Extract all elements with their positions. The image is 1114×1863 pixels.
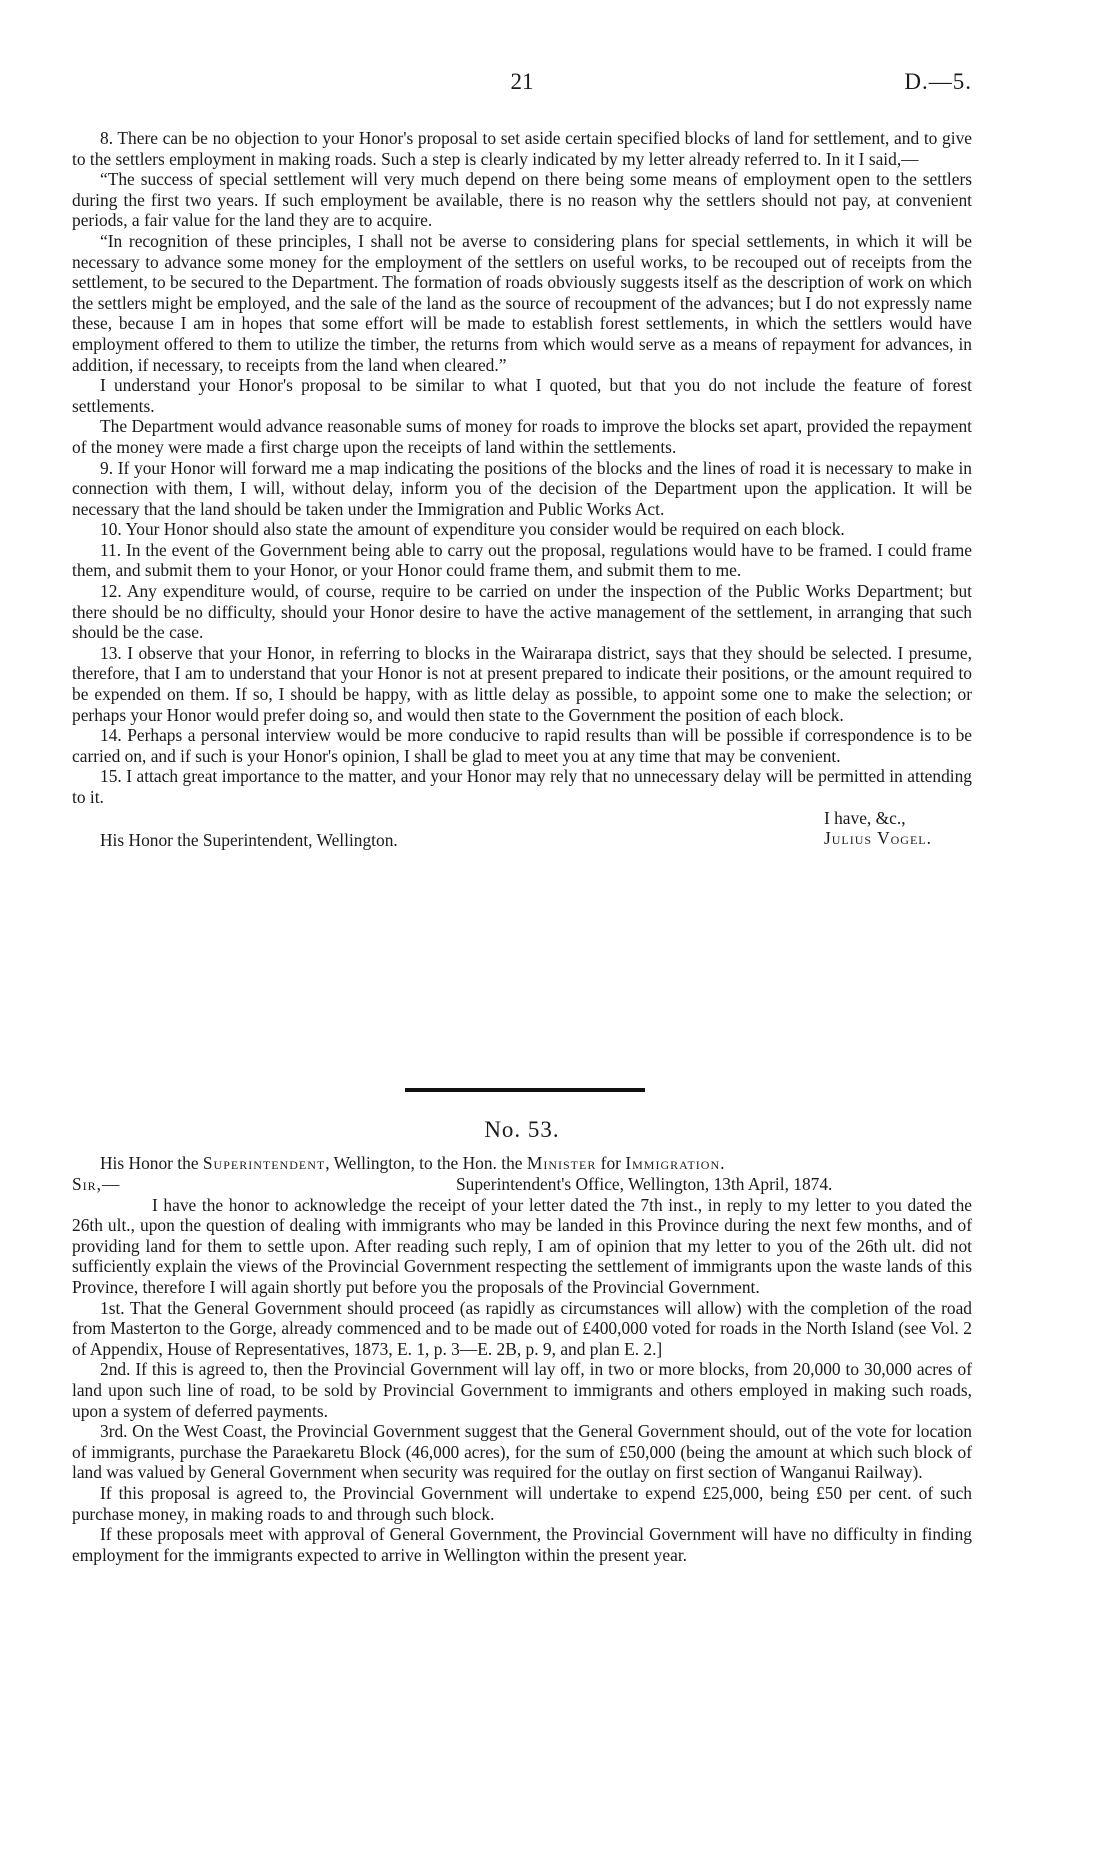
letter-body (72, 128, 972, 852)
salutation: Sir,— (72, 1173, 121, 1194)
paragraph: I understand your Honor's proposal to be similar to what I quoted, but that you do not include the feature of forest settlements. (72, 375, 972, 416)
letter-from-to: His Honor the Superintendent, Wellington, to the Hon. the Minister for Immigration. (100, 1153, 725, 1173)
paragraph: If these proposals meet with approval of General Government, the Provincial Government will have no difficulty in finding employment for the immigrants expected to arrive in Wellington within the present year. (72, 1524, 972, 1565)
paragraph: 3rd. On the West Coast, the Provincial Government suggest that the General Government should, out of the vote for location of immigrants, purchase the Paraekaretu Block (46,000 acres), for the sum of £50,000 (being the amount at which such block of land was valued by General Government when security was required for the outlay on first section of Wanganui Railway). (72, 1421, 972, 1483)
paragraph: 2nd. If this is agreed to, then the Provincial Government will lay off, in two or more blocks, from 20,000 to 30,000 acres of land upon such line of road, to be sold by Provincial Government to immigrants and others employed in making such roads, upon a system of deferred payments. (72, 1359, 972, 1421)
addressee: His Honor the Superintendent, Wellington. (100, 829, 398, 850)
page-header (72, 69, 972, 102)
place-date: Superintendent's Office, Wellington, 13th April, 1874. (456, 1173, 833, 1194)
signature-block (72, 808, 972, 852)
signatory-name: Julius Vogel. (823, 828, 932, 849)
signature (824, 808, 932, 849)
quoted-paragraph: “The success of special settlement will very much depend on there being some means of employment open to the settlers during the first two years. If such employment be available, there is no reason why the settlers should not pay, at convenient periods, a fair value for the land they are to acquire. (72, 169, 972, 231)
paragraph: 11. In the event of the Government being able to carry out the proposal, regulations would have to be framed. I could frame them, and submit them to your Honor, or your Honor could frame them, and submit them to me. (72, 539, 972, 581)
paragraph: 15. I attach great importance to the matter, and your Honor may rely that no unnecessary delay will be permitted in attending to it. (72, 766, 972, 807)
paragraph: The Department would advance reasonable sums of money for roads to improve the blocks set apart, provided the repayment of the money were made a first charge upon the receipts of land within the settlements. (72, 416, 972, 457)
paragraph: 9. If your Honor will forward me a map indicating the positions of the blocks and the lines of road it is necessary to make in connection with them, I will, without delay, inform you of the decision of the Department upon the application. It will be necessary that the land should be taken under the Immigration and Public Works Act. (72, 457, 972, 519)
paragraph: If this proposal is agreed to, the Provincial Government will undertake to expend £25,000, being £50 per cent. of such purchase money, in making roads to and through such block. (72, 1482, 972, 1524)
letter-number-heading: No. 53. (484, 1117, 560, 1142)
paragraph: 10. Your Honor should also state the amount of expenditure you consider would be required on each block. (100, 519, 845, 540)
paragraph: 14. Perhaps a personal interview would be more conducive to rapid results than will be possible if correspondence is to be carried on, and if such is your Honor's opinion, I shall be glad to meet you at any time that may be convenient. (72, 725, 972, 766)
salutation-row (72, 1174, 972, 1195)
document-reference: D.—5. (904, 69, 972, 94)
paragraph: 13. I observe that your Honor, in referring to blocks in the Wairarapa district, says that they should be selected. I presume, therefore, that I am to understand that your Honor is not at present prepared to indicate their positions, or the amount required to be expended on them. If so, I should be happy, with as little delay as possible, to appoint some one to make the selection; or perhaps your Honor would prefer doing so, and would then state to the Government the position of each block. (72, 642, 972, 725)
paragraph: 1st. That the General Government should proceed (as rapidly as circumstances will allow) with the completion of the road from Masterton to the Gorge, already commenced and to be made out of £400,000 voted for roads in the North Island (see Vol. 2 of Appendix, House of Representatives, 1873, E. 1, p. 3—E. 2B, p. 9, and plan E. 2.] (72, 1297, 972, 1359)
paragraph: 8. There can be no objection to your Honor's proposal to set aside certain specified blocks of land for settlement, and to give to the settlers employment in making roads. Such a step is clearly indicated by my letter already referred to. In it I said,— (72, 128, 972, 169)
page-number: 21 (510, 69, 534, 94)
letter-53-body (72, 1153, 972, 1565)
paragraph: I have the honor to acknowledge the receipt of your letter dated the 7th inst., in reply to my letter to you dated the 26th ult., upon the question of dealing with immigrants who may be landed in this Province during the next few months, and of providing land for them to settle upon. After reading such reply, I am of opinion that my letter to you of the 26th ult. did not sufficiently explain the views of the Provincial Government respecting the settlement of immigrants upon the waste lands of this Province, therefore I will again shortly put before you the proposals of the Provincial Government. (72, 1194, 972, 1297)
closing: I have, &c., (823, 807, 906, 828)
quoted-paragraph: “In recognition of these principles, I shall not be averse to considering plans for special settlements, in which it will be necessary to advance some money for the employment of the settlers on useful works, to be recouped out of receipts from the settlement, to be secured to the Department. The formation of roads obviously suggests itself as the description of work on which the settlers might be employed, and the sale of the land as the source of recoupment of the advances; but I do not expressly name these, because I am in hopes that some effort will be made to establish forest settlements, in which the settlers would have employment offered to them to utilize the timber, the returns from which would serve as a means of repayment for advances, in addition, if necessary, to receipts from the land when cleared.” (72, 230, 972, 375)
paragraph: 12. Any expenditure would, of course, require to be carried on under the inspection of the Public Works Department; but there should be no difficulty, should your Honor desire to have the active management of the settlement, in arranging that such should be the case. (72, 581, 972, 643)
section-divider (405, 1088, 645, 1092)
